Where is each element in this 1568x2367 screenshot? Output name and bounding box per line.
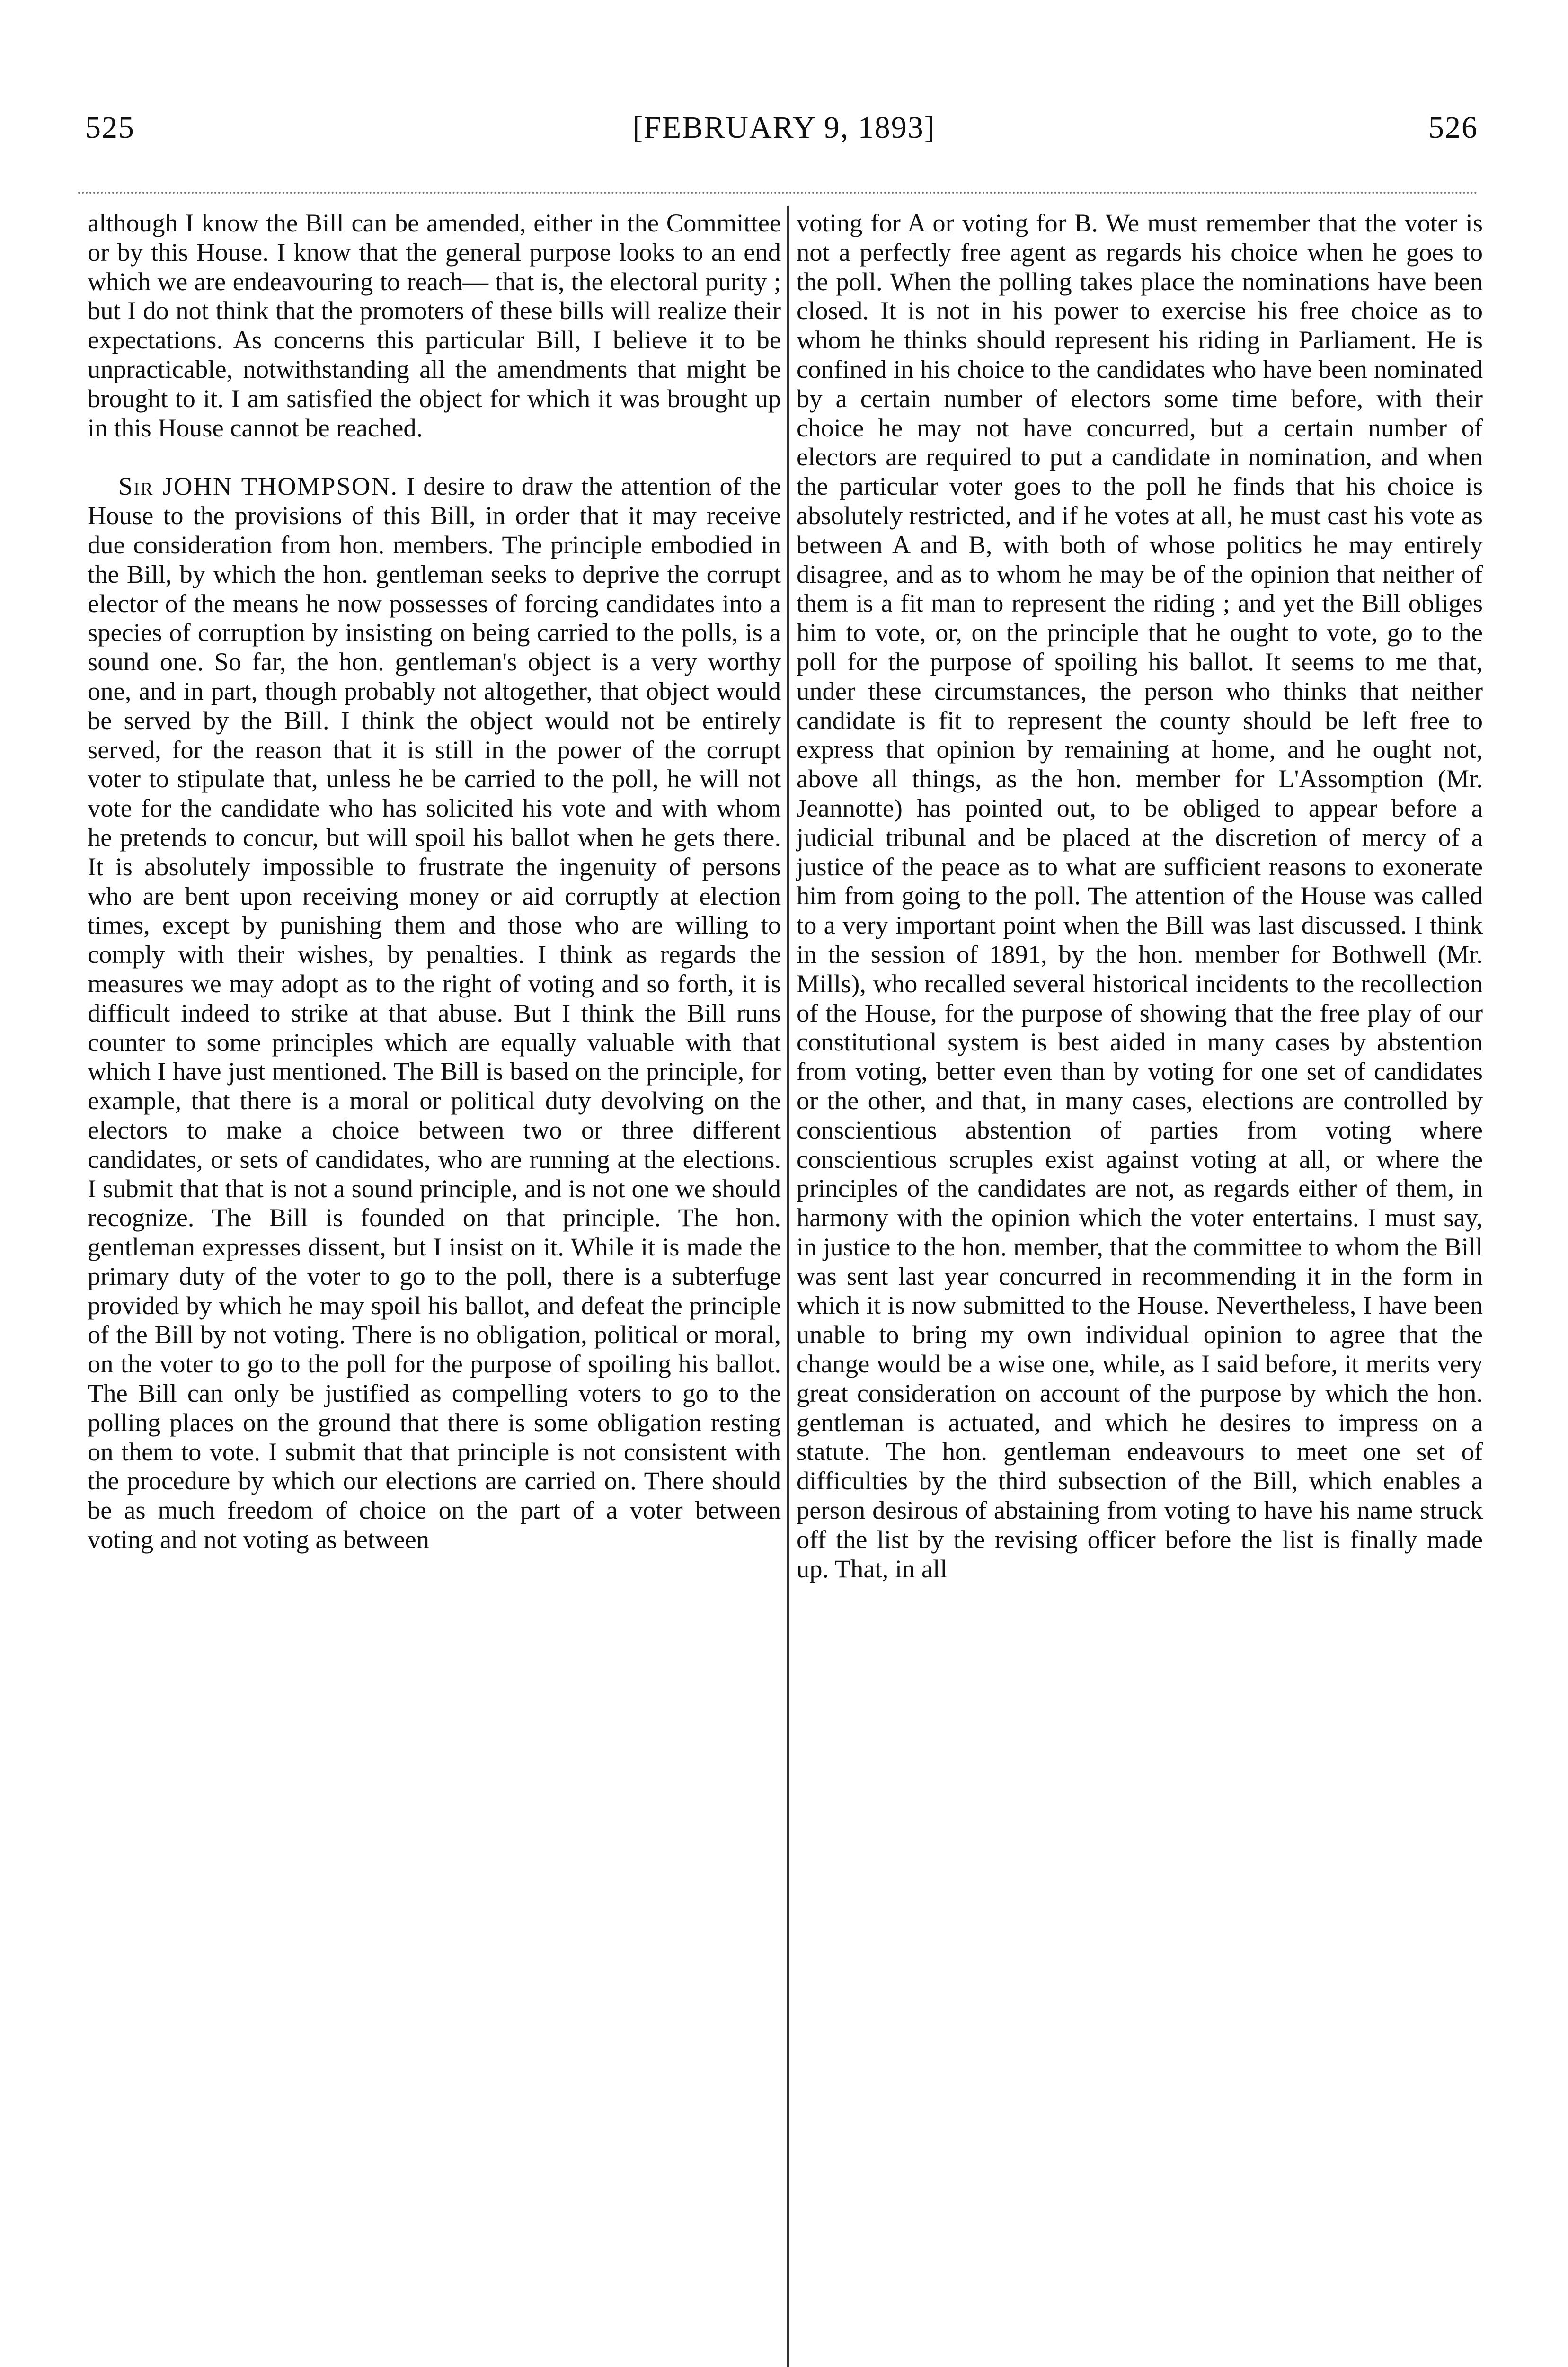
speaker-name: Sir JOHN THOMPSON. xyxy=(118,472,399,501)
column-divider xyxy=(787,206,789,2367)
page-header xyxy=(76,110,1492,162)
left-paragraph-1: although I know the Bill can be amended, either in the Committee or by this House. I know that the general purpose looks to an end which we are endeavouring to reach— that is, the electoral purity ; but I do not think that the promoters of these bills will realize their expectations. As concerns this particular Bill, I believe it to be unpracticable, notwithstanding all the amendments that might be brought to it. I am satisfied the object for which it was brought up in this House cannot be reached. xyxy=(88,208,781,442)
speech-text: I desire to draw the attention of the House to the provisions of this Bill, in order that it may receive due consideration from hon. members. The principle embodied in the Bill, by which the hon. gentleman seeks to deprive the corrupt elector of the means he now possesses of forcing candidates into a species of corruption by insisting on being carried to the polls, is a sound one. So far, the hon. gentleman's object is a very worthy one, and in part, though probably not altogether, that object would be served by the Bill. I think the object would not be entirely served, for the reason that it is still in the power of the corrupt voter to stipulate that, unless he be carried to the poll, he will not vote for the candidate who has solicited his vote and with whom he pretends to concur, but will spoil his ballot when he gets there. It is absolutely impossible to frustrate the ingenuity of persons who are bent upon receiving money or aid corruptly at election times, except by punishing them and those who are willing to comply with their wishes, by penalties. I think as regards the measures we may adopt as to the right of voting and so forth, it is difficult indeed to strike at that abuse. But I think the Bill runs counter to some principles which are equally valuable with that which I have just mentioned. The Bill is based on the principle, for example, that there is a moral or political duty devolving on the electors to make a choice between two or three different candidates, or sets of candidates, who are running at the elections. I submit that that is not a sound principle, and is not one we should recognize. The Bill is founded on that principle. The hon. gentleman expresses dissent, but I insist on it. While it is made the primary duty of the voter to go to the poll, there is a subterfuge provided by which he may spoil his ballot, and defeat the principle of the Bill by not voting. There is no obligation, political or moral, on the voter to go to the poll for the purpose of spoiling his ballot. The Bill can only be justified as compelling voters to go to the polling places on the ground that there is some obligation resting on them to vote. I submit that that principle is not consistent with the procedure by which our elections are carried on. There should be as much freedom of choice on the part of a voter between voting and not voting as between xyxy=(88,472,781,1554)
page-date-title: [FEBRUARY 9, 1893] xyxy=(632,110,936,145)
right-page-number: 526 xyxy=(1428,110,1478,145)
right-column xyxy=(797,208,1483,1583)
left-paragraph-2 xyxy=(88,472,781,1554)
left-column xyxy=(88,208,781,1554)
left-page-number: 525 xyxy=(85,110,135,145)
right-paragraph-1: voting for A or voting for B. We must remember that the voter is not a perfectly free agent as regards his choice when he goes to the poll. When the polling takes place the nominations have been closed. It is not in his power to exercise his free choice as to whom he thinks should represent his riding in Parliament. He is confined in his choice to the candidates who have been nominated by a certain number of electors some time before, with their choice he may not have concurred, but a certain number of electors are required to put a candidate in nomination, and when the particular voter goes to the poll he finds that his choice is absolutely restricted, and if he votes at all, he must cast his vote as between A and B, with both of whose politics he may entirely disagree, and as to whom he may be of the opinion that neither of them is a fit man to represent the riding ; and yet the Bill obliges him to vote, or, on the principle that he ought to vote, go to the poll for the purpose of spoiling his ballot. It seems to me that, under these circumstances, the person who thinks that neither candidate is fit to represent the county should be left free to express that opinion by remaining at home, and he ought not, above all things, as the hon. member for L'Assomption (Mr. Jeannotte) has pointed out, to be obliged to appear before a judicial tribunal and be placed at the discretion of mercy of a justice of the peace as to what are sufficient reasons to exonerate him from going to the poll. The attention of the House was called to a very important point when the Bill was last discussed. I think in the session of 1891, by the hon. member for Bothwell (Mr. Mills), who recalled several historical incidents to the recollection of the House, for the purpose of showing that the free play of our constitutional system is best aided in many cases by abstention from voting, better even than by voting for one set of candidates or the other, and that, in many cases, elections are controlled by conscientious abstention of parties from voting where conscientious scruples exist against voting at all, or where the principles of the candidates are not, as regards either of them, in harmony with the opinion which the voter entertains. I must say, in justice to the hon. member, that the committee to whom the Bill was sent last year concurred in recommending it in the form in which it is now submitted to the House. Nevertheless, I have been unable to bring my own individual opinion to agree that the change would be a wise one, while, as I said before, it merits very great consideration on account of the purpose by which the hon. gentleman is actuated, and which he desires to impress on a statute. The hon. gentleman endeavours to meet one set of difficulties by the third subsection of the Bill, which enables a person desirous of abstaining from voting to have his name struck off the list by the revising officer before the list is finally made up. That, in all xyxy=(797,208,1483,1583)
header-rule xyxy=(78,192,1478,194)
